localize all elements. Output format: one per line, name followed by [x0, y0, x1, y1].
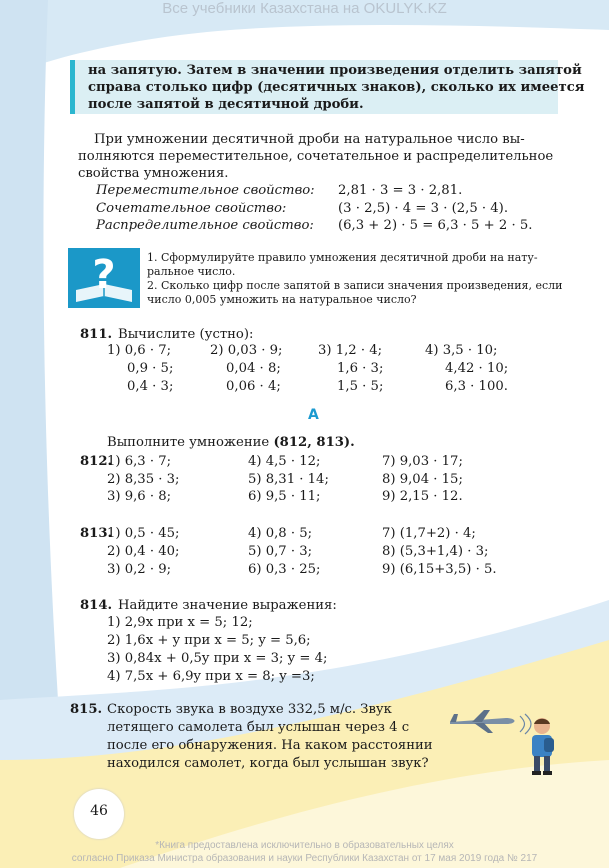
ex811-cell: 1) 0,6 · 7; [107, 343, 172, 358]
question-line-2: ральное число. [147, 265, 236, 278]
ex811-cell: 0,4 · 3; [127, 379, 174, 394]
ex813-cell: 1) 0,5 · 45; [107, 526, 180, 541]
exercise-812-number: 812. [80, 454, 113, 469]
level-label: A [308, 407, 319, 423]
exercise-815-line-2: летящего самолета был услышан через 4 с [107, 720, 410, 735]
ex811-cell: 2) 0,03 · 9; [210, 343, 283, 358]
airplane-illustration [448, 706, 518, 736]
intro-line-2: полняются переместительное, сочетательное и распределительное [78, 149, 554, 164]
ex811-cell: 4) 3,5 · 10; [425, 343, 498, 358]
ex814-item: 1) 2,9x при x = 5; 12; [107, 615, 253, 630]
exercise-814-number: 814. [80, 598, 113, 613]
intro-line-3: свойства умножения. [78, 166, 229, 181]
exercise-815-number: 815. [70, 702, 103, 717]
boy-illustration [520, 716, 560, 776]
exercise-811-number: 811. [80, 327, 113, 342]
ex813-cell: 4) 0,8 · 5; [248, 526, 313, 541]
exercise-814-title: Найдите значение выражения: [118, 598, 337, 613]
ex813-cell: 8) (5,3+1,4) · 3; [382, 544, 489, 559]
intro-line-1: При умножении десятичной дроби на натуральное число вы- [94, 132, 525, 147]
ex812-cell: 5) 8,31 · 14; [248, 472, 329, 487]
ex812-cell: 8) 9,04 · 15; [382, 472, 463, 487]
property-name-associative: Сочетательное свойство: [96, 201, 287, 216]
ex812-cell: 1) 6,3 · 7; [107, 454, 172, 469]
question-line-4: число 0,005 умножить на натуральное число? [147, 293, 417, 306]
ex812-cell: 7) 9,03 · 17; [382, 454, 463, 469]
ex811-cell: 0,06 · 4; [226, 379, 281, 394]
svg-text:?: ? [92, 252, 116, 298]
ex812-cell: 6) 9,5 · 11; [248, 489, 321, 504]
exercise-815-line-4: находился самолет, когда был услышан звук? [107, 756, 429, 771]
exercise-815-line-3: после его обнаружения. На каком расстоянии [107, 738, 433, 753]
property-name-distributive: Распределительное свойство: [96, 218, 314, 233]
ex812-cell: 3) 9,6 · 8; [107, 489, 172, 504]
ex812-cell: 2) 8,35 · 3; [107, 472, 180, 487]
ex813-cell: 9) (6,15+3,5) · 5. [382, 562, 497, 577]
ex813-cell: 3) 0,2 · 9; [107, 562, 172, 577]
task-812-813-text: Выполните умножение [107, 435, 270, 450]
footer-line-2: согласно Приказа Министра образования и науки Республики Казахстан от 17 мая 2019 года № 217 [71, 853, 538, 864]
rule-line-2: справа столько цифр (десятичных знаков), сколько их имеется [88, 80, 585, 95]
ex812-cell: 4) 4,5 · 12; [248, 454, 321, 469]
ex811-cell: 0,9 · 5; [127, 361, 174, 376]
rule-box-bar [70, 60, 75, 114]
ex811-cell: 0,04 · 8; [226, 361, 281, 376]
ex811-cell: 4,42 · 10; [445, 361, 509, 376]
question-line-1: 1. Сформулируйте правило умножения десятичной дроби на нату- [147, 251, 538, 264]
ex811-cell: 1,6 · 3; [337, 361, 384, 376]
ex812-cell: 9) 2,15 · 12. [382, 489, 463, 504]
property-expr-associative: (3 · 2,5) · 4 = 3 · (2,5 · 4). [338, 201, 509, 216]
task-812-813 [107, 434, 355, 452]
question-book-icon [68, 248, 140, 308]
ex811-cell: 6,3 · 100. [445, 379, 508, 394]
task-812-813-ref: (812, 813). [273, 435, 355, 450]
question-line-3: 2. Сколько цифр после запятой в записи значения произведения, если [147, 279, 563, 292]
ex813-cell: 7) (1,7+2) · 4; [382, 526, 476, 541]
exercise-815-line-1: Скорость звука в воздухе 332,5 м/с. Звук [107, 702, 392, 717]
ex813-cell: 5) 0,7 · 3; [248, 544, 313, 559]
exercise-811-title: Вычислите (устно): [118, 327, 254, 342]
ex811-cell: 1,5 · 5; [337, 379, 384, 394]
ex814-item: 4) 7,5x + 6,9y при x = 8; y =3; [107, 669, 315, 684]
property-name-commutative: Переместительное свойство: [96, 183, 315, 198]
ex813-cell: 2) 0,4 · 40; [107, 544, 180, 559]
exercise-813-number: 813. [80, 526, 113, 541]
property-expr-commutative: 2,81 · 3 = 3 · 2,81. [338, 183, 463, 198]
ex814-item: 2) 1,6x + y при x = 5; y = 5,6; [107, 633, 311, 648]
watermark-top: Все учебники Казахстана на OKULYK.KZ [162, 0, 447, 17]
page-number: 46 [90, 803, 108, 819]
footer-line-1: *Книга предоставлена исключительно в образовательных целях [155, 840, 454, 851]
ex811-cell: 3) 1,2 · 4; [318, 343, 383, 358]
rule-line-3: после запятой в десятичной дроби. [88, 97, 364, 112]
ex813-cell: 6) 0,3 · 25; [248, 562, 321, 577]
property-expr-distributive: (6,3 + 2) · 5 = 6,3 · 5 + 2 · 5. [338, 218, 533, 233]
rule-line-1: на запятую. Затем в значении произведения отделить запятой [88, 63, 582, 78]
ex814-item: 3) 0,84x + 0,5y при x = 3; y = 4; [107, 651, 328, 666]
